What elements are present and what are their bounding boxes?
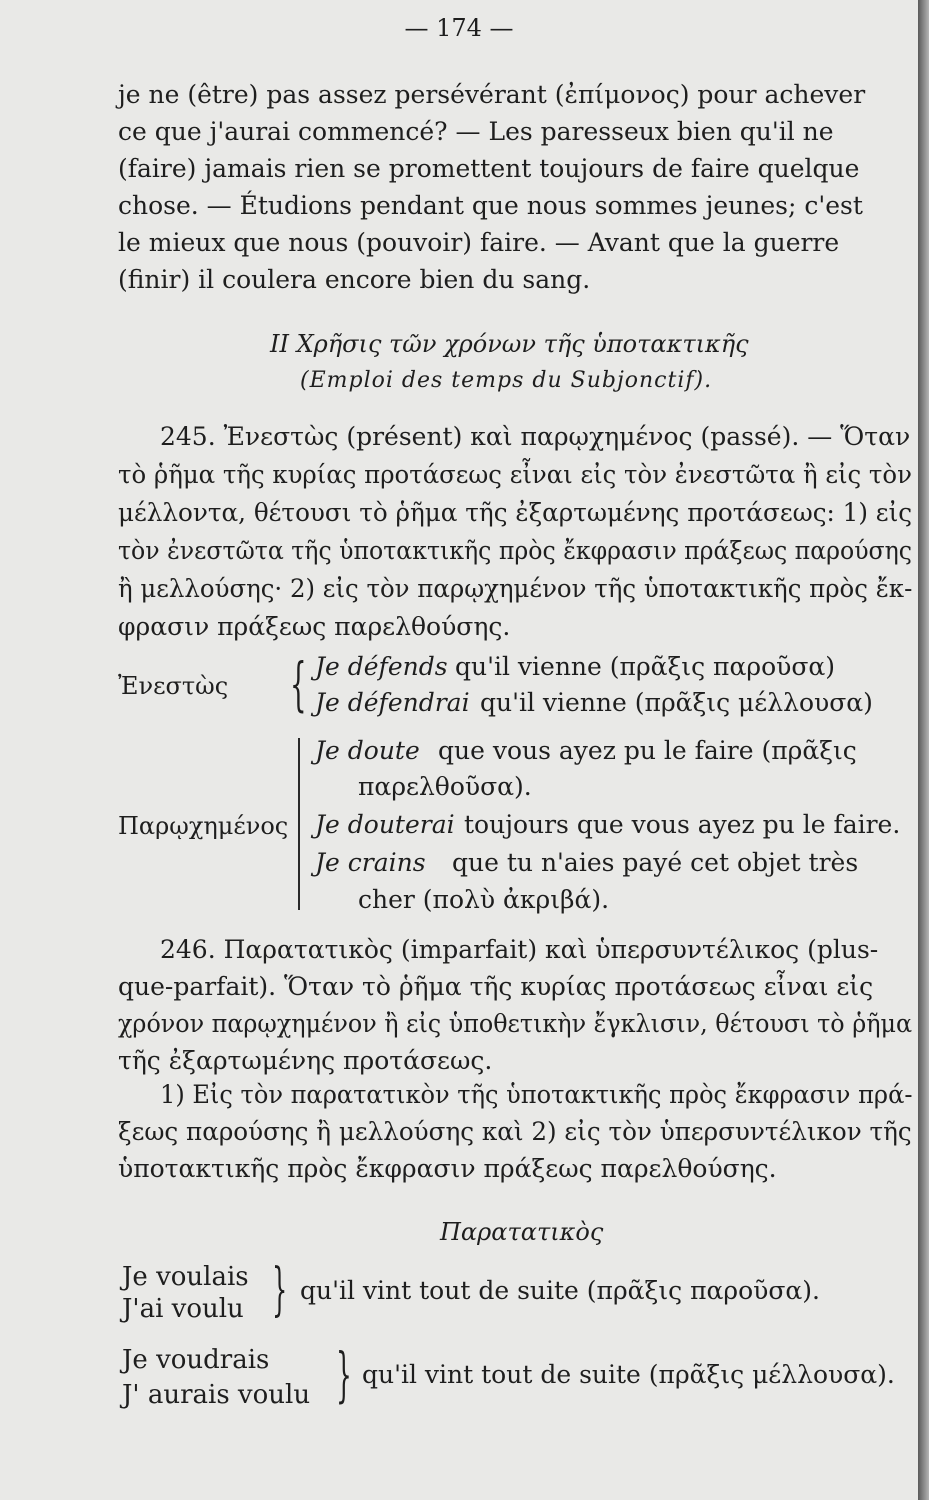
text-line: 245. Ἐνεστὼς (présent) καὶ παρῳχημένος (passé). — Ὅταν bbox=[160, 422, 911, 451]
text-line: 1) Εἰς τὸν παρατατικὸν τῆς ὑποτακτικῆς πρὸς ἔκφρασιν πρά- bbox=[160, 1080, 913, 1109]
brace-icon: } bbox=[272, 1256, 288, 1323]
page-number: — 174 — bbox=[404, 14, 514, 42]
parochimenos-label: Παρῳχημένος bbox=[118, 812, 289, 840]
example-rest: qu'il vint tout de suite (πρᾶξις παροῦσα). bbox=[300, 1276, 820, 1305]
text-line: χρόνον παρῳχημένον ἢ εἰς ὑποθετικὴν ἔγκλισιν, θέτουσι τὸ ῥῆμα bbox=[118, 1009, 913, 1038]
section-heading: II Χρῆσις τῶν χρόνων τῆς ὑποτακτικῆς bbox=[270, 330, 749, 358]
example-verb: Je douterai bbox=[315, 810, 455, 839]
page-edge bbox=[918, 0, 929, 1500]
example-rest: qu'il vienne (πρᾶξις παροῦσα) bbox=[455, 652, 836, 681]
brace-icon: { bbox=[290, 650, 307, 718]
text-line: chose. — Étudions pendant que nous sommes jeunes; c'est bbox=[118, 191, 863, 220]
verb-line: Je voudrais bbox=[122, 1345, 270, 1375]
text-line: τῆς ἐξαρτωμένης προτάσεως. bbox=[118, 1046, 493, 1075]
text-line: μέλλοντα, θέτουσι τὸ ῥῆμα τῆς ἐξαρτωμένης προτάσεως: 1) εἰς bbox=[118, 498, 913, 527]
section-subheading: (Emploi des temps du Subjonctif). bbox=[300, 368, 713, 393]
text-line: (faire) jamais rien se promettent toujours de faire quelque bbox=[118, 154, 860, 183]
verb-line: J'ai voulu bbox=[122, 1294, 244, 1324]
example-rest: que vous ayez pu le faire (πρᾶξις bbox=[438, 736, 857, 765]
example-verb: Je défendrai bbox=[315, 688, 470, 717]
example-verb: Je crains bbox=[315, 848, 426, 877]
example-verb: Je défends bbox=[315, 652, 448, 681]
text-line: 246. Παρατατικὸς (imparfait) καὶ ὑπερσυντέλικος (plus- bbox=[160, 935, 879, 964]
text-line: ξεως παρούσης ἢ μελλούσης καὶ 2) εἰς τὸν ὑπερσυντέλικον τῆς bbox=[118, 1117, 912, 1146]
text-line: ἢ μελλούσης· 2) εἰς τὸν παρῳχημένον τῆς ὑποτακτικῆς πρὸς ἔκ- bbox=[118, 574, 913, 603]
text-line: que-parfait). Ὅταν τὸ ῥῆμα τῆς κυρίας προτάσεως εἶναι εἰς bbox=[118, 972, 874, 1001]
text-line: τὸ ῥῆμα τῆς κυρίας προτάσεως εἶναι εἰς τὸν ἐνεστῶτα ἢ εἰς τὸν bbox=[118, 460, 912, 489]
verb-line: J' aurais voulu bbox=[122, 1380, 311, 1410]
text-line: je ne (être) pas assez persévérant (ἐπίμονος) pour achever bbox=[118, 80, 866, 109]
text-line: τὸν ἐνεστῶτα τῆς ὑποτακτικῆς πρὸς ἔκφρασιν πράξεως παρούσης bbox=[118, 536, 913, 565]
example-rest: qu'il vint tout de suite (πρᾶξις μέλλουσα). bbox=[362, 1360, 895, 1389]
text-line: (finir) il coulera encore bien du sang. bbox=[118, 265, 591, 294]
brace-icon: } bbox=[336, 1340, 352, 1410]
example-rest: que tu n'aies payé cet objet très bbox=[452, 848, 859, 877]
paratatikos-heading: Παρατατικὸς bbox=[440, 1218, 604, 1246]
example-continuation: παρελθοῦσα). bbox=[358, 772, 532, 801]
enestos-label: Ἐνεστὼς bbox=[118, 672, 229, 700]
example-continuation: cher (πολὺ ἀκριβά). bbox=[358, 885, 610, 914]
example-rest: qu'il vienne (πρᾶξις μέλλουσα) bbox=[480, 688, 873, 717]
verb-line: Je voulais bbox=[122, 1262, 249, 1292]
text-line: ὑποτακτικῆς πρὸς ἔκφρασιν πράξεως παρελθούσης. bbox=[118, 1154, 777, 1183]
text-line: ce que j'aurai commencé? — Les paresseux bien qu'il ne bbox=[118, 117, 834, 146]
brace-line bbox=[298, 738, 300, 910]
text-line: φρασιν πράξεως παρελθούσης. bbox=[118, 612, 511, 641]
example-rest: toujours que vous ayez pu le faire. bbox=[464, 810, 901, 839]
example-verb: Je doute bbox=[315, 736, 420, 765]
text-line: le mieux que nous (pouvoir) faire. — Avant que la guerre bbox=[118, 228, 840, 257]
